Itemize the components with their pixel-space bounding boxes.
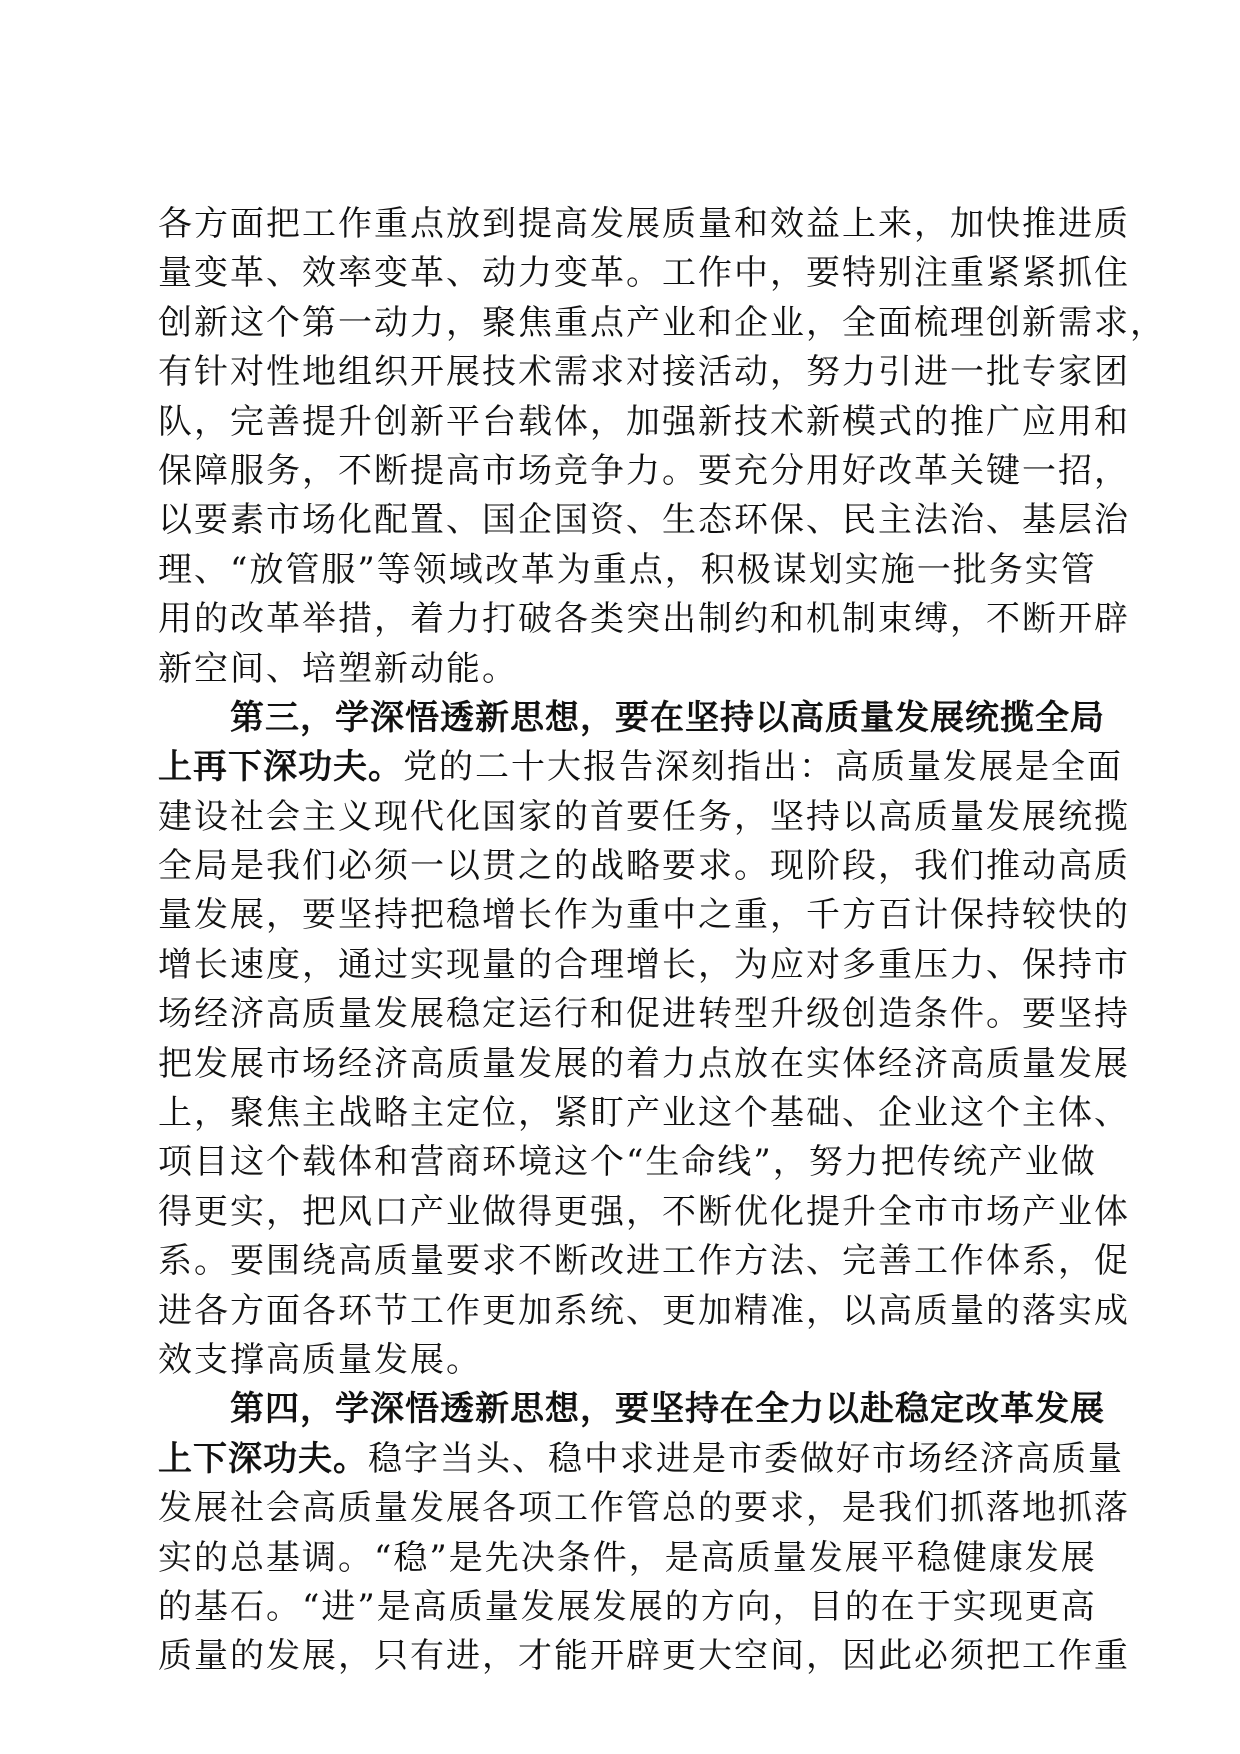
para1-line: 创新这个第一动力，聚焦重点产业和企业，全面梳理创新需求，	[158, 302, 1166, 343]
para2-line: 项目这个载体和营商环境这个“生命线”，努力把传统产业做	[158, 1142, 1097, 1183]
para3-line: 发展社会高质量发展各项工作管总的要求，是我们抓落地抓落	[158, 1488, 1130, 1529]
para2-line: 增长速度，通过实现量的合理增长，为应对多重压力、保持市	[158, 944, 1130, 985]
para2-line	[158, 743, 1123, 792]
para3-line-rest: 稳字当头、稳中求进是市委做好市场经济高质量	[368, 1438, 1124, 1479]
para3-line: 实的总基调。“稳”是先决条件，是高质量发展平稳健康发展	[158, 1537, 1097, 1578]
para3-heading-end: 上下深功夫。	[158, 1438, 368, 1479]
para2-line: 建设社会主义现代化国家的首要任务，坚持以高质量发展统揽	[158, 796, 1130, 837]
para2-line: 效支撑高质量发展。	[158, 1339, 482, 1380]
para2-line-rest: 党的二十大报告深刻指出：高质量发展是全面	[403, 747, 1123, 788]
para1-line: 有针对性地组织开展技术需求对接活动，努力引进一批专家团	[158, 352, 1130, 393]
para1-line: 理、“放管服”等领域改革为重点，积极谋划实施一批务实管	[158, 549, 1097, 590]
para2-heading-end: 上再下深功夫。	[158, 747, 403, 788]
para3-line: 质量的发展，只有进，才能开辟更大空间，因此必须把工作重	[158, 1636, 1130, 1677]
document-page	[158, 200, 1166, 1682]
para3-line: 的基石。“进”是高质量发展发展的方向，目的在于实现更高	[158, 1586, 1097, 1627]
para1-line: 队，完善提升创新平台载体，加强新技术新模式的推广应用和	[158, 401, 1130, 442]
para2-line: 全局是我们必须一以贯之的战略要求。现阶段，我们推动高质	[158, 846, 1130, 887]
para2-line: 系。要围绕高质量要求不断改进工作方法、完善工作体系，促	[158, 1241, 1130, 1282]
para1-line: 各方面把工作重点放到提高发展质量和效益上来，加快推进质	[158, 204, 1130, 244]
para2-line: 上，聚焦主战略主定位，紧盯产业这个基础、企业这个主体、	[158, 1093, 1130, 1134]
para3-line	[158, 1435, 1124, 1484]
para1-line: 量变革、效率变革、动力变革。工作中，要特别注重紧紧抓住	[158, 253, 1130, 294]
para2-line: 进各方面各环节工作更加系统、更加精准，以高质量的落实成	[158, 1290, 1130, 1331]
para2-line: 场经济高质量发展稳定运行和促进转型升级创造条件。要坚持	[158, 994, 1130, 1035]
para2-line: 得更实，把风口产业做得更强，不断优化提升全市市场产业体	[158, 1191, 1130, 1232]
para3-heading: 第四，学深悟透新思想，要坚持在全力以赴稳定改革发展	[230, 1389, 1105, 1430]
para1-line: 保障服务，不断提高市场竞争力。要充分用好改革关键一招，	[158, 450, 1130, 491]
para1-line: 新空间、培塑新动能。	[158, 648, 518, 689]
para2-heading: 第三，学深悟透新思想，要在坚持以高质量发展统揽全局	[230, 697, 1105, 738]
para1-line: 用的改革举措，着力打破各类突出制约和机制束缚，不断开辟	[158, 599, 1130, 640]
para1-line: 以要素市场化配置、国企国资、生态环保、民主法治、基层治	[158, 500, 1130, 541]
para2-line: 把发展市场经济高质量发展的着力点放在实体经济高质量发展	[158, 1043, 1130, 1084]
para2-line: 量发展，要坚持把稳增长作为重中之重，千方百计保持较快的	[158, 895, 1130, 936]
